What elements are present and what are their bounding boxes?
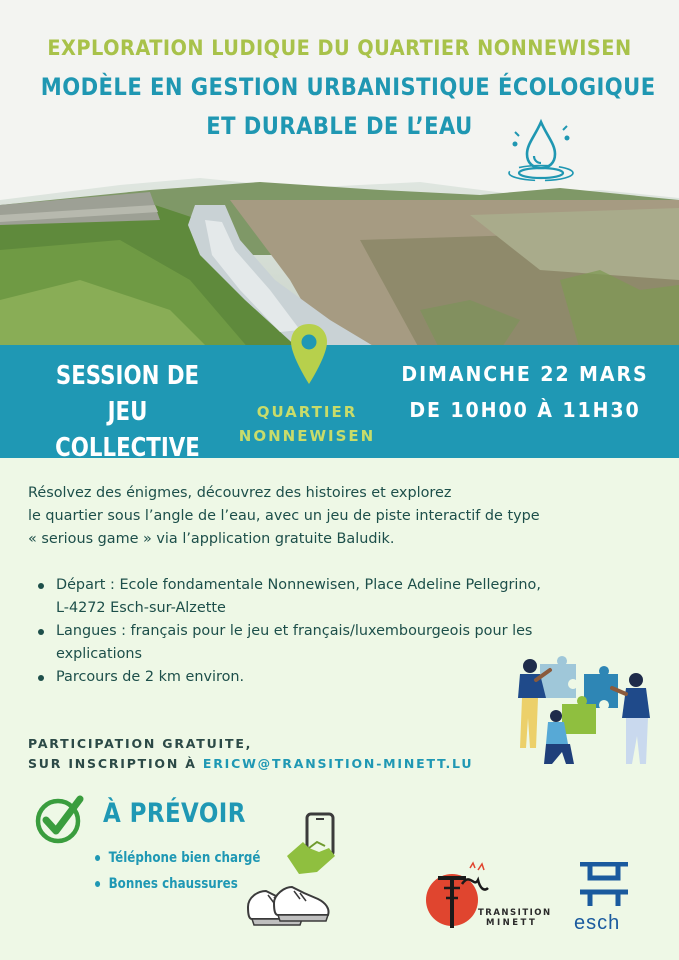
location-label xyxy=(232,400,382,448)
session-line-2: COLLECTIVE xyxy=(55,433,200,463)
puzzle-people-illustration xyxy=(492,650,658,772)
inscription-prefix: SUR INSCRIPTION À xyxy=(28,756,203,771)
prevoir-title: À PRÉVOIR xyxy=(103,798,246,829)
contact-email-link[interactable]: ERICW@TRANSITION-MINETT.LU xyxy=(202,756,474,771)
shoes-icon xyxy=(244,873,336,933)
intro-line: « serious game » via l’application gratuite Baludik. xyxy=(28,531,395,547)
checkmark-icon xyxy=(34,793,86,845)
esch-wordmark: esch xyxy=(574,912,621,934)
date-line-1: DIMANCHE 22 MARS xyxy=(401,362,649,386)
title-line-2: MODÈLE EN GESTION URBANISTIQUE ÉCOLOGIQUE xyxy=(40,73,656,101)
detail-departure xyxy=(36,574,636,620)
transition-word: TRANSITION xyxy=(478,908,552,918)
detail-line: Langues : français pour le jeu et français/luxembourgeois pour les xyxy=(56,623,533,639)
prevoir-item-phone: Téléphone bien chargé xyxy=(95,845,261,871)
session-line-1: SESSION DE JEU xyxy=(55,361,200,427)
title-line-3: ET DURABLE DE L’EAU xyxy=(206,112,473,140)
phone-in-hand-icon xyxy=(285,812,345,878)
participation-info xyxy=(28,734,488,774)
esch-logo xyxy=(576,862,632,912)
prevoir-list xyxy=(95,845,261,897)
session-label xyxy=(39,358,215,466)
detail-line: L-4272 Esch-sur-Alzette xyxy=(56,600,226,616)
title-line-1: EXPLORATION LUDIQUE DU QUARTIER NONNEWISEN xyxy=(47,36,632,60)
date-line-2: DE 10H00 À 11H30 xyxy=(409,398,641,422)
intro-paragraph xyxy=(28,482,638,551)
location-line-2: NONNEWISEN xyxy=(238,427,376,445)
participation-line-2 xyxy=(28,754,488,774)
prevoir-item-shoes: Bonnes chaussures xyxy=(95,871,261,897)
intro-line: le quartier sous l’angle de l’eau, avec un jeu de piste interactif de type xyxy=(28,508,540,524)
minett-word: MINETT xyxy=(486,918,538,928)
detail-line: explications xyxy=(56,646,143,662)
detail-line: Départ : Ecole fondamentale Nonnewisen, Place Adeline Pellegrino, xyxy=(56,577,541,593)
intro-line: Résolvez des énigmes, découvrez des histoires et explorez xyxy=(28,485,452,501)
participation-line-1: PARTICIPATION GRATUITE, xyxy=(28,736,253,751)
event-date xyxy=(397,356,654,428)
location-line-1: QUARTIER xyxy=(256,403,358,421)
detail-line: Parcours de 2 km environ. xyxy=(56,669,245,685)
river-photo xyxy=(0,160,679,350)
transition-minett-text xyxy=(478,908,552,928)
location-pin-icon xyxy=(289,322,329,388)
